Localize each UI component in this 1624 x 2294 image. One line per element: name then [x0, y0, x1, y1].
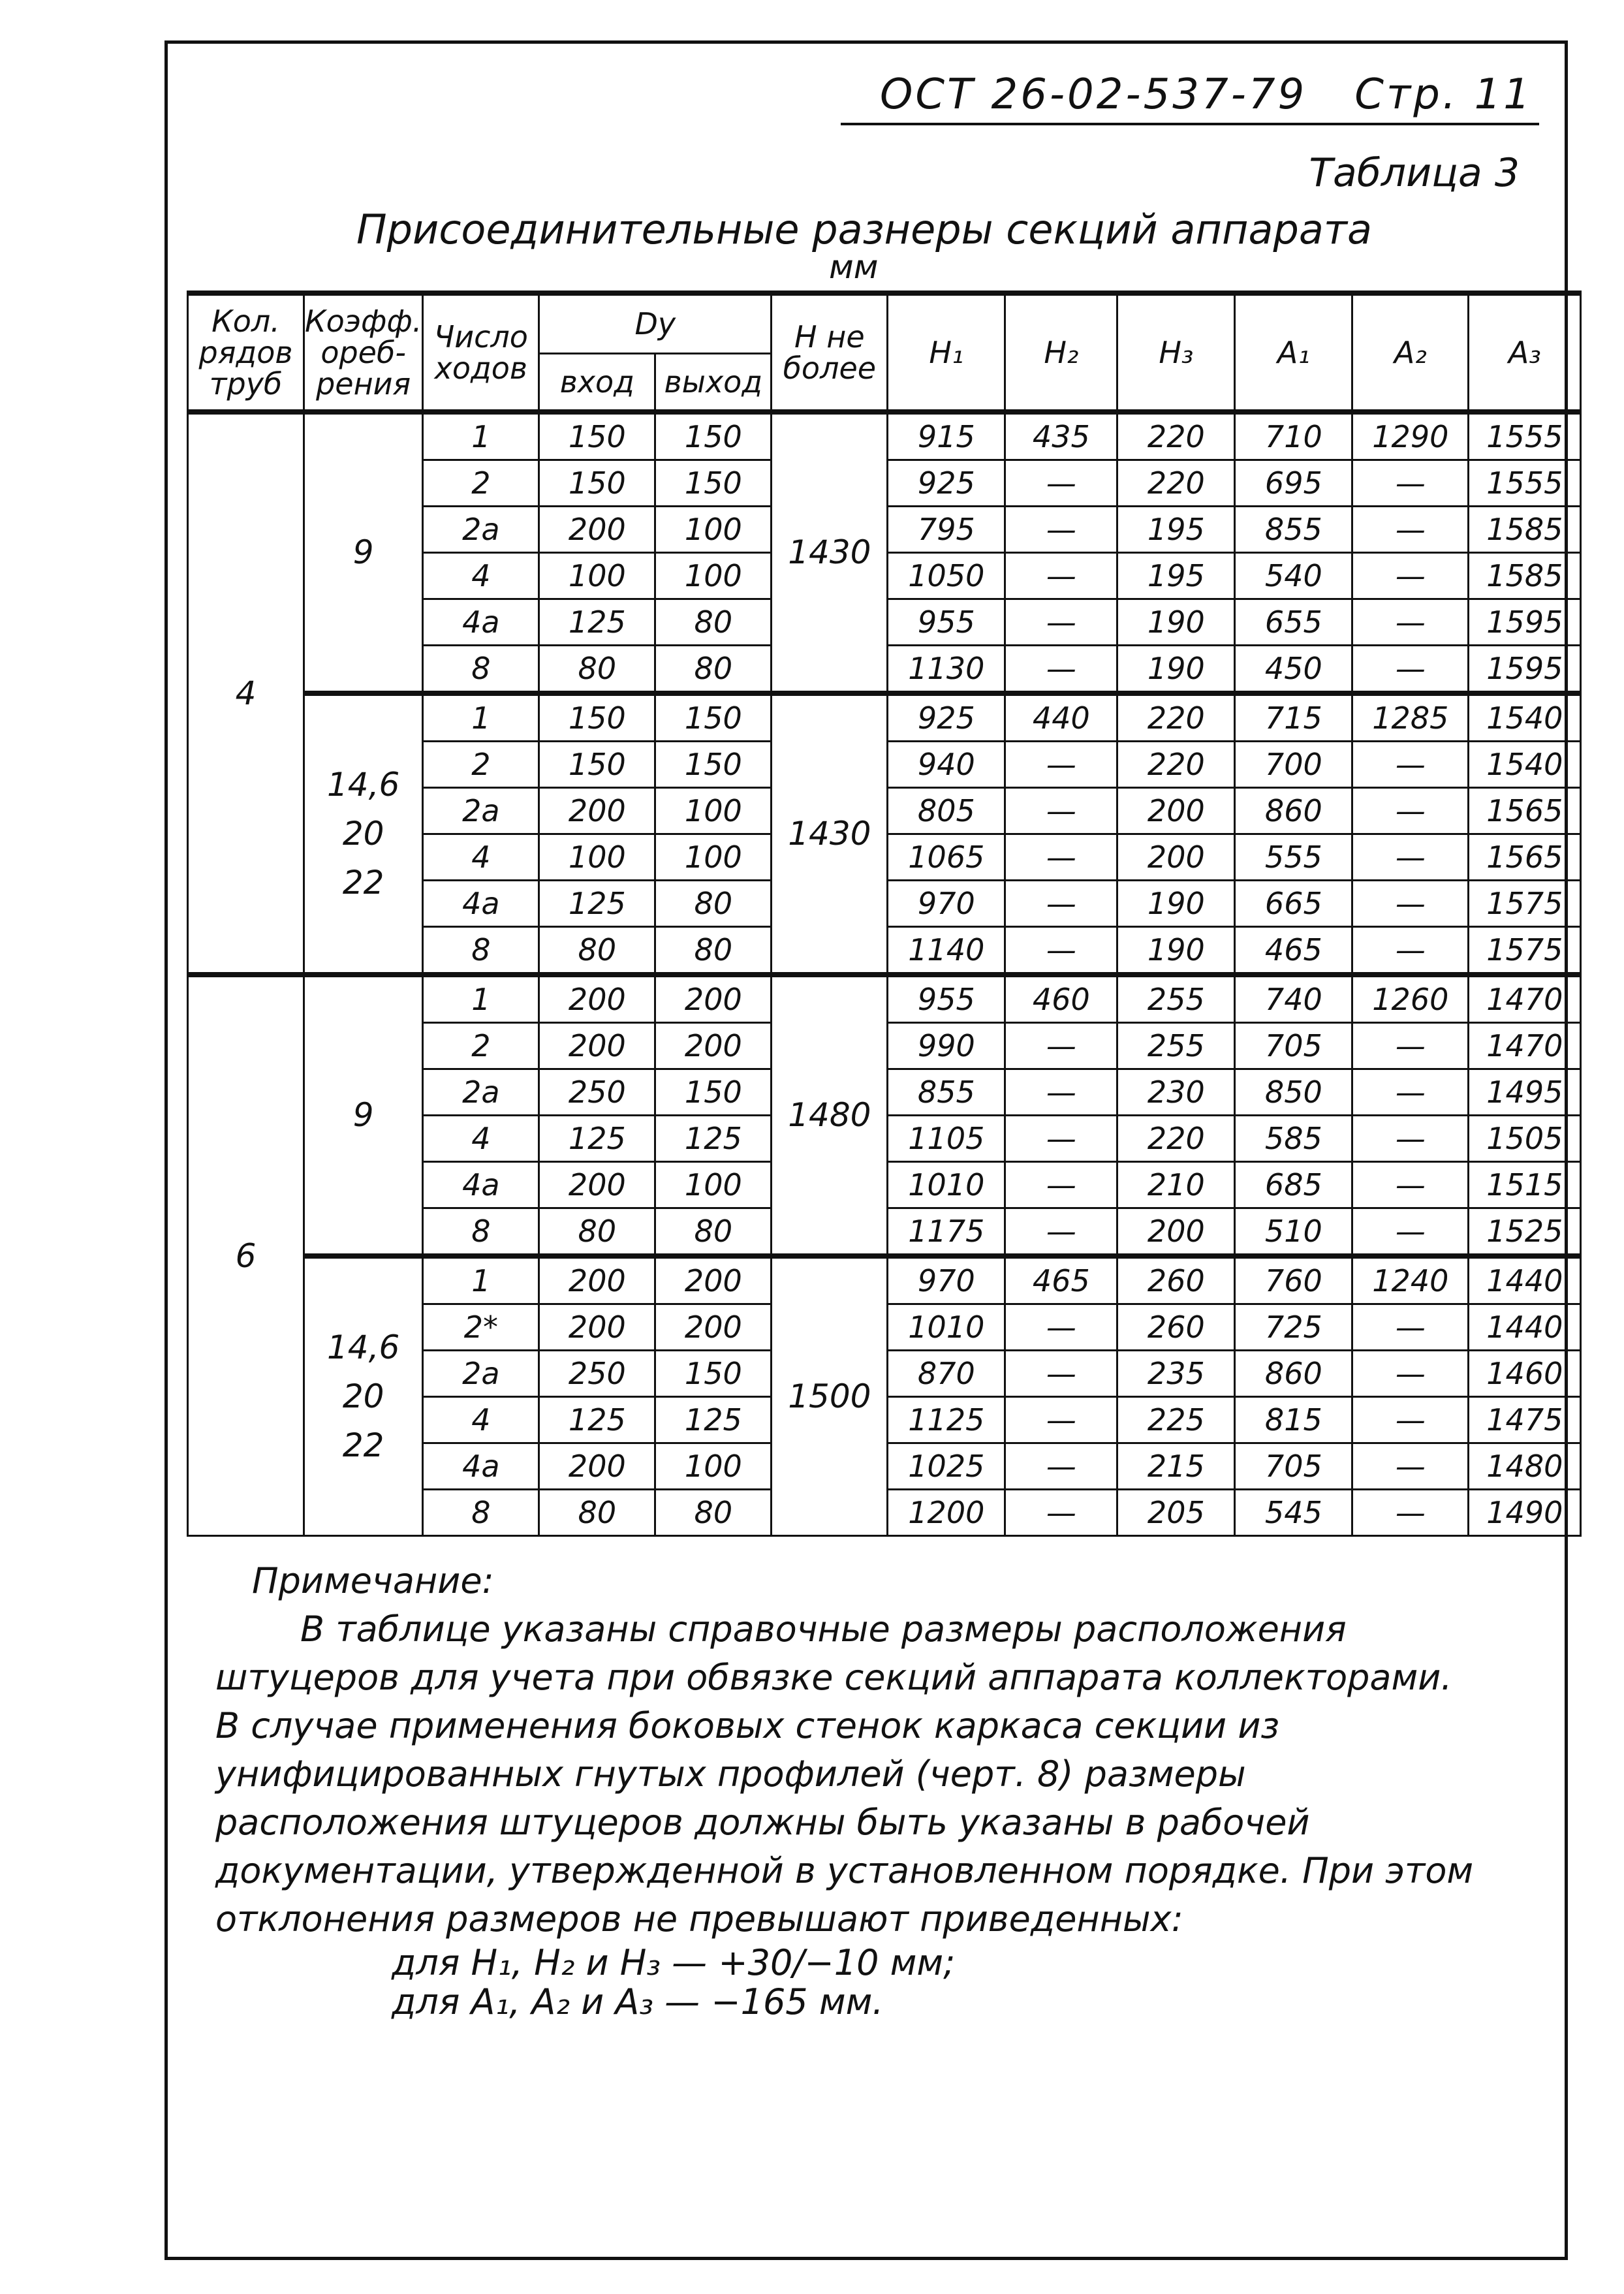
cell-a1: 450 — [1235, 646, 1352, 694]
cell-a3: 1575 — [1469, 881, 1581, 927]
cell-dy-out: 125 — [655, 1116, 772, 1162]
note-heading: Примечание: — [252, 1560, 494, 1601]
cell-h: 1430 — [772, 693, 888, 975]
page-number: Стр. 11 — [1354, 71, 1533, 119]
cell-dy-in: 125 — [539, 1397, 655, 1443]
cell-a2: — — [1352, 927, 1469, 975]
cell-a2: — — [1352, 507, 1469, 553]
cell-a3: 1525 — [1469, 1208, 1581, 1257]
cell-dy-out: 200 — [655, 975, 772, 1023]
cell-h3: 190 — [1117, 927, 1235, 975]
cell-dy-out: 100 — [655, 1443, 772, 1490]
cell-a2: — — [1352, 646, 1469, 694]
cell-a3: 1470 — [1469, 975, 1581, 1023]
cell-a2: 1240 — [1352, 1256, 1469, 1304]
cell-passes: 4 — [423, 834, 539, 881]
cell-h2: — — [1005, 507, 1117, 553]
cell-a1: 740 — [1235, 975, 1352, 1023]
cell-dy-in: 200 — [539, 1443, 655, 1490]
cell-h2: — — [1005, 1208, 1117, 1257]
cell-h3: 230 — [1117, 1069, 1235, 1116]
cell-a3: 1540 — [1469, 693, 1581, 742]
cell-a2: — — [1352, 788, 1469, 834]
cell-passes: 4а — [423, 1443, 539, 1490]
cell-dy-out: 100 — [655, 507, 772, 553]
cell-dy-out: 150 — [655, 1069, 772, 1116]
cell-a2: — — [1352, 1490, 1469, 1536]
cell-a1: 710 — [1235, 412, 1352, 460]
cell-h2: — — [1005, 927, 1117, 975]
cell-h1: 1010 — [888, 1304, 1005, 1351]
cell-passes: 2 — [423, 1023, 539, 1069]
cell-a1: 705 — [1235, 1023, 1352, 1069]
cell-h2: 465 — [1005, 1256, 1117, 1304]
cell-dy-out: 200 — [655, 1304, 772, 1351]
cell-a1: 465 — [1235, 927, 1352, 975]
cell-dy-out: 100 — [655, 788, 772, 834]
cell-passes: 1 — [423, 1256, 539, 1304]
cell-h2: — — [1005, 742, 1117, 788]
cell-rows: 6 — [188, 975, 304, 1536]
note-tolerance-a: для A₁, A₂ и A₃ — −165 мм. — [392, 1981, 884, 2022]
dimensions-table — [187, 291, 1582, 1537]
note — [215, 1557, 1514, 2022]
cell-h3: 200 — [1117, 788, 1235, 834]
cell-passes: 1 — [423, 412, 539, 460]
cell-coef: 14,6 20 22 — [304, 693, 423, 975]
cell-a3: 1595 — [1469, 646, 1581, 694]
cell-h1: 970 — [888, 881, 1005, 927]
cell-h2: 460 — [1005, 975, 1117, 1023]
cell-h3: 210 — [1117, 1162, 1235, 1208]
cell-passes: 2 — [423, 460, 539, 507]
cell-dy-in: 150 — [539, 693, 655, 742]
cell-dy-in: 80 — [539, 927, 655, 975]
cell-a2: — — [1352, 1208, 1469, 1257]
cell-a3: 1440 — [1469, 1304, 1581, 1351]
cell-passes: 2 — [423, 742, 539, 788]
cell-dy-out: 200 — [655, 1023, 772, 1069]
cell-h2: — — [1005, 460, 1117, 507]
col-h1: H₁ — [888, 293, 1005, 412]
cell-dy-in: 200 — [539, 788, 655, 834]
cell-a3: 1475 — [1469, 1397, 1581, 1443]
cell-a1: 545 — [1235, 1490, 1352, 1536]
cell-dy-out: 80 — [655, 927, 772, 975]
col-h2: H₂ — [1005, 293, 1117, 412]
cell-a2: — — [1352, 1397, 1469, 1443]
note-paragraph-2: В случае применения боковых стенок каркаса секции из унифицированных гнутых профилей (черт. 8) размеры расположения штуцеров должны быть указаны в рабочей документации, утвержденной в установленном порядке. При этом отклонения размеров не превышают приведенных: — [215, 1705, 1474, 1940]
cell-a2: — — [1352, 553, 1469, 599]
cell-dy-in: 200 — [539, 1304, 655, 1351]
table-row — [188, 412, 1581, 460]
cell-coef: 9 — [304, 412, 423, 693]
cell-a3: 1480 — [1469, 1443, 1581, 1490]
cell-a2: — — [1352, 881, 1469, 927]
doc-number: ОСТ 26-02-537-79 — [880, 71, 1307, 119]
cell-a1: 860 — [1235, 788, 1352, 834]
cell-a2: — — [1352, 1162, 1469, 1208]
cell-h: 1430 — [772, 412, 888, 693]
cell-h3: 215 — [1117, 1443, 1235, 1490]
cell-h3: 200 — [1117, 834, 1235, 881]
cell-h1: 1200 — [888, 1490, 1005, 1536]
cell-a1: 540 — [1235, 553, 1352, 599]
cell-a1: 695 — [1235, 460, 1352, 507]
cell-dy-out: 100 — [655, 834, 772, 881]
cell-h3: 220 — [1117, 742, 1235, 788]
cell-dy-out: 80 — [655, 881, 772, 927]
col-coef: Коэфф. ореб- рения — [304, 293, 423, 412]
cell-a1: 555 — [1235, 834, 1352, 881]
cell-dy-out: 150 — [655, 742, 772, 788]
cell-a1: 510 — [1235, 1208, 1352, 1257]
cell-a2: — — [1352, 1304, 1469, 1351]
cell-dy-in: 200 — [539, 975, 655, 1023]
cell-dy-in: 250 — [539, 1351, 655, 1397]
cell-h: 1500 — [772, 1256, 888, 1536]
cell-a3: 1495 — [1469, 1069, 1581, 1116]
cell-h1: 1010 — [888, 1162, 1005, 1208]
cell-dy-out: 80 — [655, 1208, 772, 1257]
cell-passes: 4 — [423, 1116, 539, 1162]
cell-dy-in: 200 — [539, 1023, 655, 1069]
cell-passes: 8 — [423, 646, 539, 694]
cell-a2: — — [1352, 1351, 1469, 1397]
cell-dy-out: 80 — [655, 646, 772, 694]
cell-h2: — — [1005, 599, 1117, 646]
cell-h3: 205 — [1117, 1490, 1235, 1536]
cell-dy-in: 80 — [539, 1208, 655, 1257]
table-row — [188, 1256, 1581, 1304]
col-h3: H₃ — [1117, 293, 1235, 412]
cell-a3: 1595 — [1469, 599, 1581, 646]
cell-a3: 1515 — [1469, 1162, 1581, 1208]
cell-passes: 2а — [423, 507, 539, 553]
cell-dy-out: 100 — [655, 553, 772, 599]
cell-coef: 14,6 20 22 — [304, 1256, 423, 1536]
cell-h2: 435 — [1005, 412, 1117, 460]
col-a2: A₂ — [1352, 293, 1469, 412]
cell-h2: 440 — [1005, 693, 1117, 742]
cell-dy-in: 150 — [539, 742, 655, 788]
cell-h3: 260 — [1117, 1304, 1235, 1351]
cell-passes: 4 — [423, 553, 539, 599]
cell-h3: 220 — [1117, 412, 1235, 460]
cell-h1: 1050 — [888, 553, 1005, 599]
cell-h2: — — [1005, 553, 1117, 599]
cell-a2: 1285 — [1352, 693, 1469, 742]
cell-h1: 1025 — [888, 1443, 1005, 1490]
cell-coef: 9 — [304, 975, 423, 1256]
cell-a1: 685 — [1235, 1162, 1352, 1208]
cell-passes: 4а — [423, 1162, 539, 1208]
cell-dy-in: 250 — [539, 1069, 655, 1116]
cell-passes: 4а — [423, 881, 539, 927]
cell-h1: 1130 — [888, 646, 1005, 694]
cell-passes: 1 — [423, 975, 539, 1023]
cell-a1: 705 — [1235, 1443, 1352, 1490]
cell-a2: — — [1352, 1069, 1469, 1116]
cell-a1: 585 — [1235, 1116, 1352, 1162]
cell-a2: — — [1352, 599, 1469, 646]
cell-h3: 220 — [1117, 460, 1235, 507]
cell-h1: 955 — [888, 599, 1005, 646]
cell-h2: — — [1005, 1069, 1117, 1116]
cell-h3: 220 — [1117, 1116, 1235, 1162]
cell-dy-in: 125 — [539, 599, 655, 646]
cell-dy-in: 100 — [539, 834, 655, 881]
cell-dy-out: 200 — [655, 1256, 772, 1304]
col-rows: Кол. рядов труб — [188, 293, 304, 412]
cell-h1: 940 — [888, 742, 1005, 788]
cell-h2: — — [1005, 1023, 1117, 1069]
cell-a2: — — [1352, 742, 1469, 788]
cell-dy-in: 125 — [539, 1116, 655, 1162]
cell-passes: 1 — [423, 693, 539, 742]
cell-a1: 655 — [1235, 599, 1352, 646]
cell-h3: 195 — [1117, 507, 1235, 553]
cell-h3: 195 — [1117, 553, 1235, 599]
doc-header — [841, 71, 1539, 125]
cell-h3: 220 — [1117, 693, 1235, 742]
cell-a3: 1555 — [1469, 460, 1581, 507]
col-dy-in: вход — [539, 353, 655, 412]
table-number: Таблица 3 — [1309, 150, 1520, 196]
col-h: H не более — [772, 293, 888, 412]
cell-h1: 870 — [888, 1351, 1005, 1397]
cell-passes: 4а — [423, 599, 539, 646]
table-row — [188, 693, 1581, 742]
cell-a3: 1460 — [1469, 1351, 1581, 1397]
cell-dy-out: 150 — [655, 412, 772, 460]
note-tolerance-h: для H₁, H₂ и H₃ — +30/−10 мм; — [392, 1942, 956, 1983]
col-passes: Число ходов — [423, 293, 539, 412]
cell-h2: — — [1005, 1490, 1117, 1536]
cell-dy-out: 80 — [655, 599, 772, 646]
cell-dy-out: 100 — [655, 1162, 772, 1208]
cell-h1: 990 — [888, 1023, 1005, 1069]
cell-dy-in: 80 — [539, 646, 655, 694]
cell-passes: 8 — [423, 1208, 539, 1257]
cell-passes: 8 — [423, 1490, 539, 1536]
cell-h3: 255 — [1117, 975, 1235, 1023]
cell-h1: 915 — [888, 412, 1005, 460]
cell-passes: 2а — [423, 1069, 539, 1116]
cell-a3: 1565 — [1469, 834, 1581, 881]
cell-h1: 855 — [888, 1069, 1005, 1116]
cell-a1: 815 — [1235, 1397, 1352, 1443]
table-row — [188, 975, 1581, 1023]
cell-h2: — — [1005, 1304, 1117, 1351]
cell-dy-in: 150 — [539, 412, 655, 460]
cell-a1: 860 — [1235, 1351, 1352, 1397]
cell-h1: 805 — [888, 788, 1005, 834]
cell-a2: — — [1352, 460, 1469, 507]
table-unit: мм — [829, 248, 879, 286]
col-a3: A₃ — [1469, 293, 1581, 412]
cell-passes: 2* — [423, 1304, 539, 1351]
cell-h2: — — [1005, 788, 1117, 834]
cell-dy-in: 150 — [539, 460, 655, 507]
cell-a1: 715 — [1235, 693, 1352, 742]
cell-dy-out: 80 — [655, 1490, 772, 1536]
cell-h: 1480 — [772, 975, 888, 1256]
cell-a1: 700 — [1235, 742, 1352, 788]
cell-a2: — — [1352, 1023, 1469, 1069]
cell-h1: 1065 — [888, 834, 1005, 881]
cell-a2: — — [1352, 834, 1469, 881]
col-a1: A₁ — [1235, 293, 1352, 412]
note-paragraph-1: В таблице указаны справочные размеры расположения штуцеров для учета при обвязке секций аппарата коллекторами. — [215, 1609, 1452, 1698]
cell-h1: 1140 — [888, 927, 1005, 975]
cell-a2: 1290 — [1352, 412, 1469, 460]
cell-rows: 4 — [188, 412, 304, 975]
cell-dy-in: 200 — [539, 1162, 655, 1208]
cell-a3: 1565 — [1469, 788, 1581, 834]
cell-h2: — — [1005, 646, 1117, 694]
col-dy-out: выход — [655, 353, 772, 412]
cell-h3: 225 — [1117, 1397, 1235, 1443]
cell-a1: 855 — [1235, 507, 1352, 553]
cell-a3: 1585 — [1469, 507, 1581, 553]
cell-a3: 1470 — [1469, 1023, 1581, 1069]
cell-h2: — — [1005, 1116, 1117, 1162]
cell-h3: 200 — [1117, 1208, 1235, 1257]
cell-h2: — — [1005, 1443, 1117, 1490]
cell-dy-out: 125 — [655, 1397, 772, 1443]
col-dy: Dy — [539, 293, 772, 353]
cell-dy-in: 80 — [539, 1490, 655, 1536]
cell-h1: 1175 — [888, 1208, 1005, 1257]
cell-dy-in: 200 — [539, 1256, 655, 1304]
cell-a1: 850 — [1235, 1069, 1352, 1116]
cell-a3: 1440 — [1469, 1256, 1581, 1304]
cell-a3: 1585 — [1469, 553, 1581, 599]
cell-h3: 235 — [1117, 1351, 1235, 1397]
cell-a1: 725 — [1235, 1304, 1352, 1351]
cell-a1: 665 — [1235, 881, 1352, 927]
cell-a3: 1490 — [1469, 1490, 1581, 1536]
cell-h2: — — [1005, 881, 1117, 927]
cell-a2: — — [1352, 1443, 1469, 1490]
cell-h1: 970 — [888, 1256, 1005, 1304]
cell-h1: 1125 — [888, 1397, 1005, 1443]
cell-dy-out: 150 — [655, 460, 772, 507]
cell-a3: 1575 — [1469, 927, 1581, 975]
cell-a3: 1505 — [1469, 1116, 1581, 1162]
cell-passes: 8 — [423, 927, 539, 975]
cell-a1: 760 — [1235, 1256, 1352, 1304]
cell-a3: 1540 — [1469, 742, 1581, 788]
table-title: Присоединительные разнеры секций аппарата — [356, 206, 1372, 253]
cell-h3: 260 — [1117, 1256, 1235, 1304]
cell-a3: 1555 — [1469, 412, 1581, 460]
cell-h1: 955 — [888, 975, 1005, 1023]
cell-a2: 1260 — [1352, 975, 1469, 1023]
cell-h1: 925 — [888, 460, 1005, 507]
cell-passes: 2а — [423, 788, 539, 834]
cell-h2: — — [1005, 1162, 1117, 1208]
cell-dy-out: 150 — [655, 693, 772, 742]
cell-h3: 190 — [1117, 881, 1235, 927]
cell-a2: — — [1352, 1116, 1469, 1162]
cell-h1: 925 — [888, 693, 1005, 742]
cell-h2: — — [1005, 834, 1117, 881]
cell-dy-out: 150 — [655, 1351, 772, 1397]
cell-h3: 190 — [1117, 599, 1235, 646]
cell-h1: 795 — [888, 507, 1005, 553]
cell-passes: 4 — [423, 1397, 539, 1443]
cell-passes: 2а — [423, 1351, 539, 1397]
table-body — [188, 412, 1581, 1536]
cell-dy-in: 200 — [539, 507, 655, 553]
cell-h1: 1105 — [888, 1116, 1005, 1162]
cell-dy-in: 125 — [539, 881, 655, 927]
cell-h3: 255 — [1117, 1023, 1235, 1069]
cell-h2: — — [1005, 1397, 1117, 1443]
cell-h3: 190 — [1117, 646, 1235, 694]
cell-dy-in: 100 — [539, 553, 655, 599]
cell-h2: — — [1005, 1351, 1117, 1397]
